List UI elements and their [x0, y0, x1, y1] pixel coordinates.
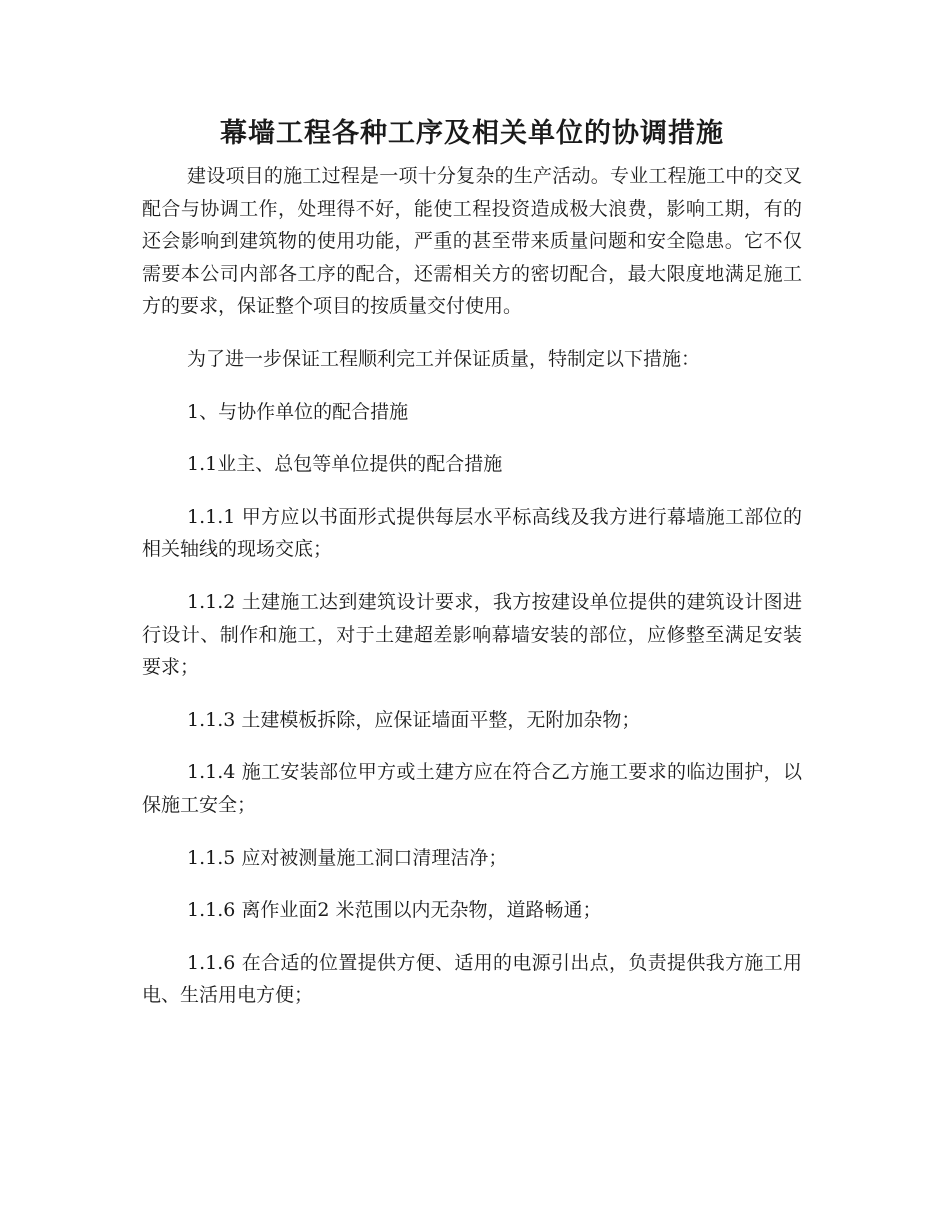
clause-1-1-2: 1.1.2 土建施工达到建筑设计要求，我方按建设单位提供的建筑设计图进行设计、制作和施工，对于土建超差影响幕墙安装的部位，应修整至满足安装要求； — [142, 590, 802, 679]
clause-1-1-6: 1.1.6 离作业面2 米范围以内无杂物，道路畅通； — [187, 899, 602, 922]
clause-1-1-4: 1.1.4 施工安装部位甲方或土建方应在符合乙方施工要求的临边围护，以保施工安全； — [142, 761, 802, 816]
clause-1-1-6-power: 1.1.6 在合适的位置提供方便、适用的电源引出点，负责提供我方施工用电、生活用电方便； — [142, 951, 802, 1007]
clause-1-1-5: 1.1.5 应对被测量施工洞口清理洁净； — [187, 846, 508, 869]
document-title: 幕墙工程各种工序及相关单位的协调措施 — [220, 118, 724, 149]
section-heading-1: 1、与协作单位的配合措施 — [187, 400, 409, 423]
clause-1-1-3: 1.1.3 土建模板拆除，应保证墙面平整，无附加杂物； — [187, 708, 641, 731]
paragraph-purpose: 为了进一步保证工程顺利完工并保证质量，特制定以下措施： — [187, 347, 701, 370]
section-heading-1-1: 1.1业主、总包等单位提供的配合措施 — [187, 453, 503, 476]
clause-1-1-1: 1.1.1 甲方应以书面形式提供每层水平标高线及我方进行幕墙施工部位的相关轴线的现场交底； — [142, 505, 802, 561]
document-page — [142, 112, 802, 1012]
paragraph-intro: 建设项目的施工过程是一项十分复杂的生产活动。专业工程施工中的交叉配合与协调工作，处理得不好，能使工程投资造成极大浪费，影响工期，有的还会影响到建筑物的使用功能，严重的甚至带来质量问题和安全隐患。它不仅需要本公司内部各工序的配合，还需相关方的密切配合，最大限度地满足施工方的要求，保证整个项目的按质量交付使用。 — [142, 165, 802, 318]
